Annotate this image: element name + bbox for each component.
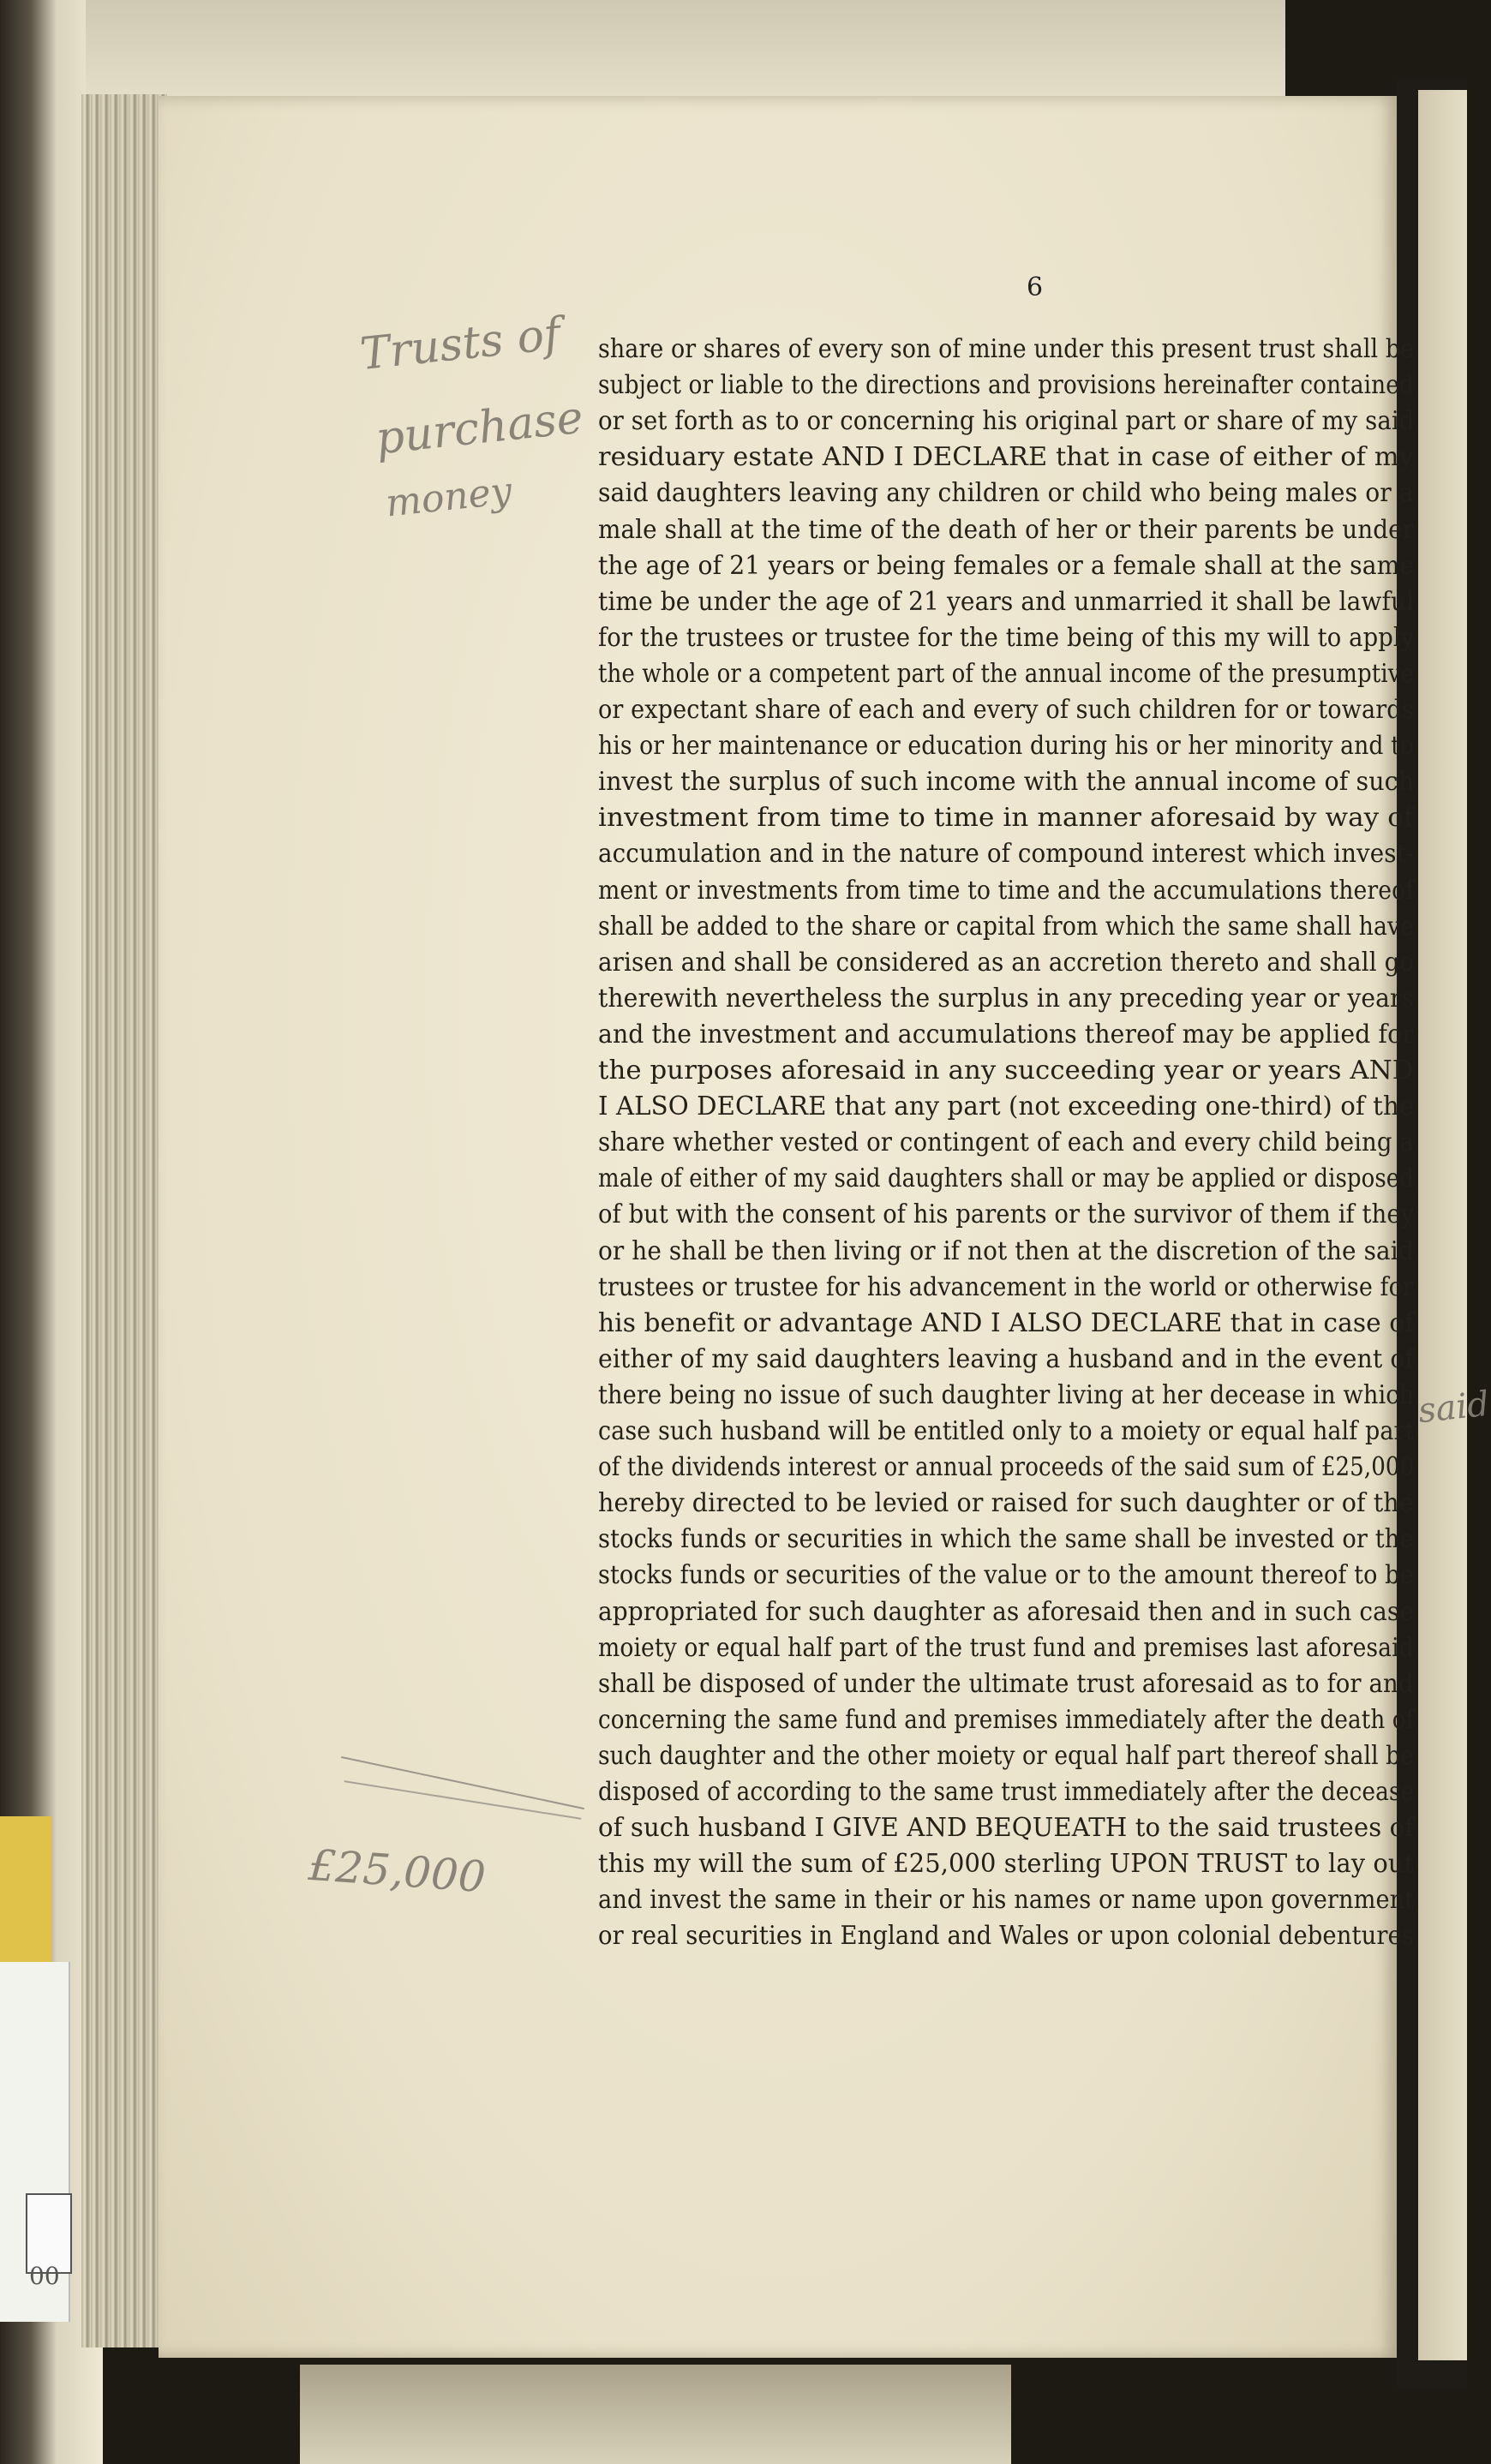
bottom-strip (300, 2365, 1011, 2464)
facing-page-edge (1418, 90, 1467, 2360)
text-line: and the investment and accumulations thereof may be applied for (598, 1019, 1414, 1050)
text-line: invest the surplus of such income with the annual income of such (598, 767, 1415, 798)
text-line: time be under the age of 21 years and unmarried it shall be lawful (598, 586, 1415, 617)
text-line: male shall at the time of the death of her or their parents be under (598, 514, 1415, 545)
text-line: there being no issue of such daughter living at her decease in which (598, 1379, 1415, 1410)
text-line: such daughter and the other moiety or equal half part thereof shall be (598, 1740, 1414, 1771)
text-line: arisen and shall be considered as an accretion thereto and shall go (598, 947, 1415, 978)
text-line: the age of 21 years or being females or a female shall at the same (598, 550, 1415, 581)
text-line: moiety or equal half part of the trust fund and premises last aforesaid (598, 1632, 1414, 1663)
text-line: concerning the same fund and premises immediately after the death of (598, 1704, 1415, 1735)
text-line: either of my said daughters leaving a husband and in the event of (598, 1343, 1415, 1374)
text-line: or expectant share of each and every of such children for or towards (598, 695, 1414, 725)
margin-note-said: said (1416, 1384, 1491, 1432)
text-line: his benefit or advantage AND I ALSO DECLARE that in case of (598, 1307, 1415, 1338)
text-line: said daughters leaving any children or child who being males or a (598, 478, 1414, 509)
text-line: shall be added to the share or capital from which the same shall have (598, 911, 1415, 942)
margin-note-money: money (383, 469, 514, 526)
text-line: ment or investments from time to time and the accumulations thereof (598, 875, 1415, 906)
back-page-edge (86, 0, 1285, 105)
yellow-tab (0, 1816, 51, 1962)
text-line: share whether vested or contingent of each and every child being a (598, 1127, 1414, 1158)
text-line: share or shares of every son of mine under this present trust shall be (598, 334, 1415, 364)
text-line: hereby directed to be levied or raised for such daughter or of the (598, 1488, 1414, 1519)
slip-label: 00 (29, 2262, 60, 2290)
text-line: stocks funds or securities in which the same shall be invested or the (598, 1524, 1414, 1555)
margin-note-trusts: Trusts of (357, 308, 563, 381)
text-line: and invest the same in their or his names or name upon government (598, 1885, 1415, 1916)
text-line: male of either of my said daughters shall or may be applied or disposed (598, 1163, 1414, 1194)
text-line: disposed of according to the same trust immediately after the decease (598, 1777, 1415, 1807)
text-line: or he shall be then living or if not then at the discretion of the said (598, 1235, 1414, 1266)
text-line: therewith nevertheless the surplus in any preceding year or years (598, 983, 1415, 1014)
text-line: of but with the consent of his parents or the survivor of them if they (598, 1199, 1415, 1230)
text-line: stocks funds or securities of the value or to the amount thereof to be (598, 1560, 1414, 1591)
text-line: investment from time to time in manner aforesaid by way of (598, 803, 1414, 834)
text-line: trustees or trustee for his advancement in the world or otherwise for (598, 1271, 1414, 1302)
text-line: I ALSO DECLARE that any part (not exceeding one-third) of the (598, 1091, 1415, 1122)
text-line: the purposes aforesaid in any succeeding year or years AND (598, 1056, 1414, 1085)
text-line: appropriated for such daughter as aforesaid then and in such case (598, 1596, 1414, 1627)
text-line: accumulation and in the nature of compound interest which invest- (598, 839, 1415, 870)
text-line: subject or liable to the directions and provisions hereinafter contained (598, 370, 1414, 401)
page-number: 6 (1027, 272, 1044, 302)
text-line: residuary estate AND I DECLARE that in case of either of my (598, 442, 1414, 473)
page-stack-edges (81, 94, 167, 2347)
text-line: for the trustees or trustee for the time being of this my will to apply (598, 622, 1415, 653)
text-line: his or her maintenance or education during his or her minority and to (598, 731, 1415, 762)
margin-note-amount: £25,000 (307, 1839, 488, 1903)
text-line: or real securities in England and Wales or upon colonial debentures (598, 1921, 1414, 1952)
text-line: shall be disposed of under the ultimate trust aforesaid as to for and (598, 1668, 1414, 1699)
text-line: case such husband will be entitled only to a moiety or equal half part (598, 1416, 1415, 1446)
text-line: or set forth as to or concerning his original part or share of my said (598, 406, 1415, 437)
text-line: of the dividends interest or annual proceeds of the said sum of £25,000 (598, 1452, 1415, 1483)
text-line: this my will the sum of £25,000 sterling UPON TRUST to lay out (598, 1849, 1415, 1880)
text-line: of such husband I GIVE AND BEQUEATH to the said trustees of (598, 1813, 1415, 1844)
margin-note-purchase: purchase (373, 392, 586, 465)
text-line: the whole or a competent part of the annual income of the presumptive (598, 658, 1415, 689)
